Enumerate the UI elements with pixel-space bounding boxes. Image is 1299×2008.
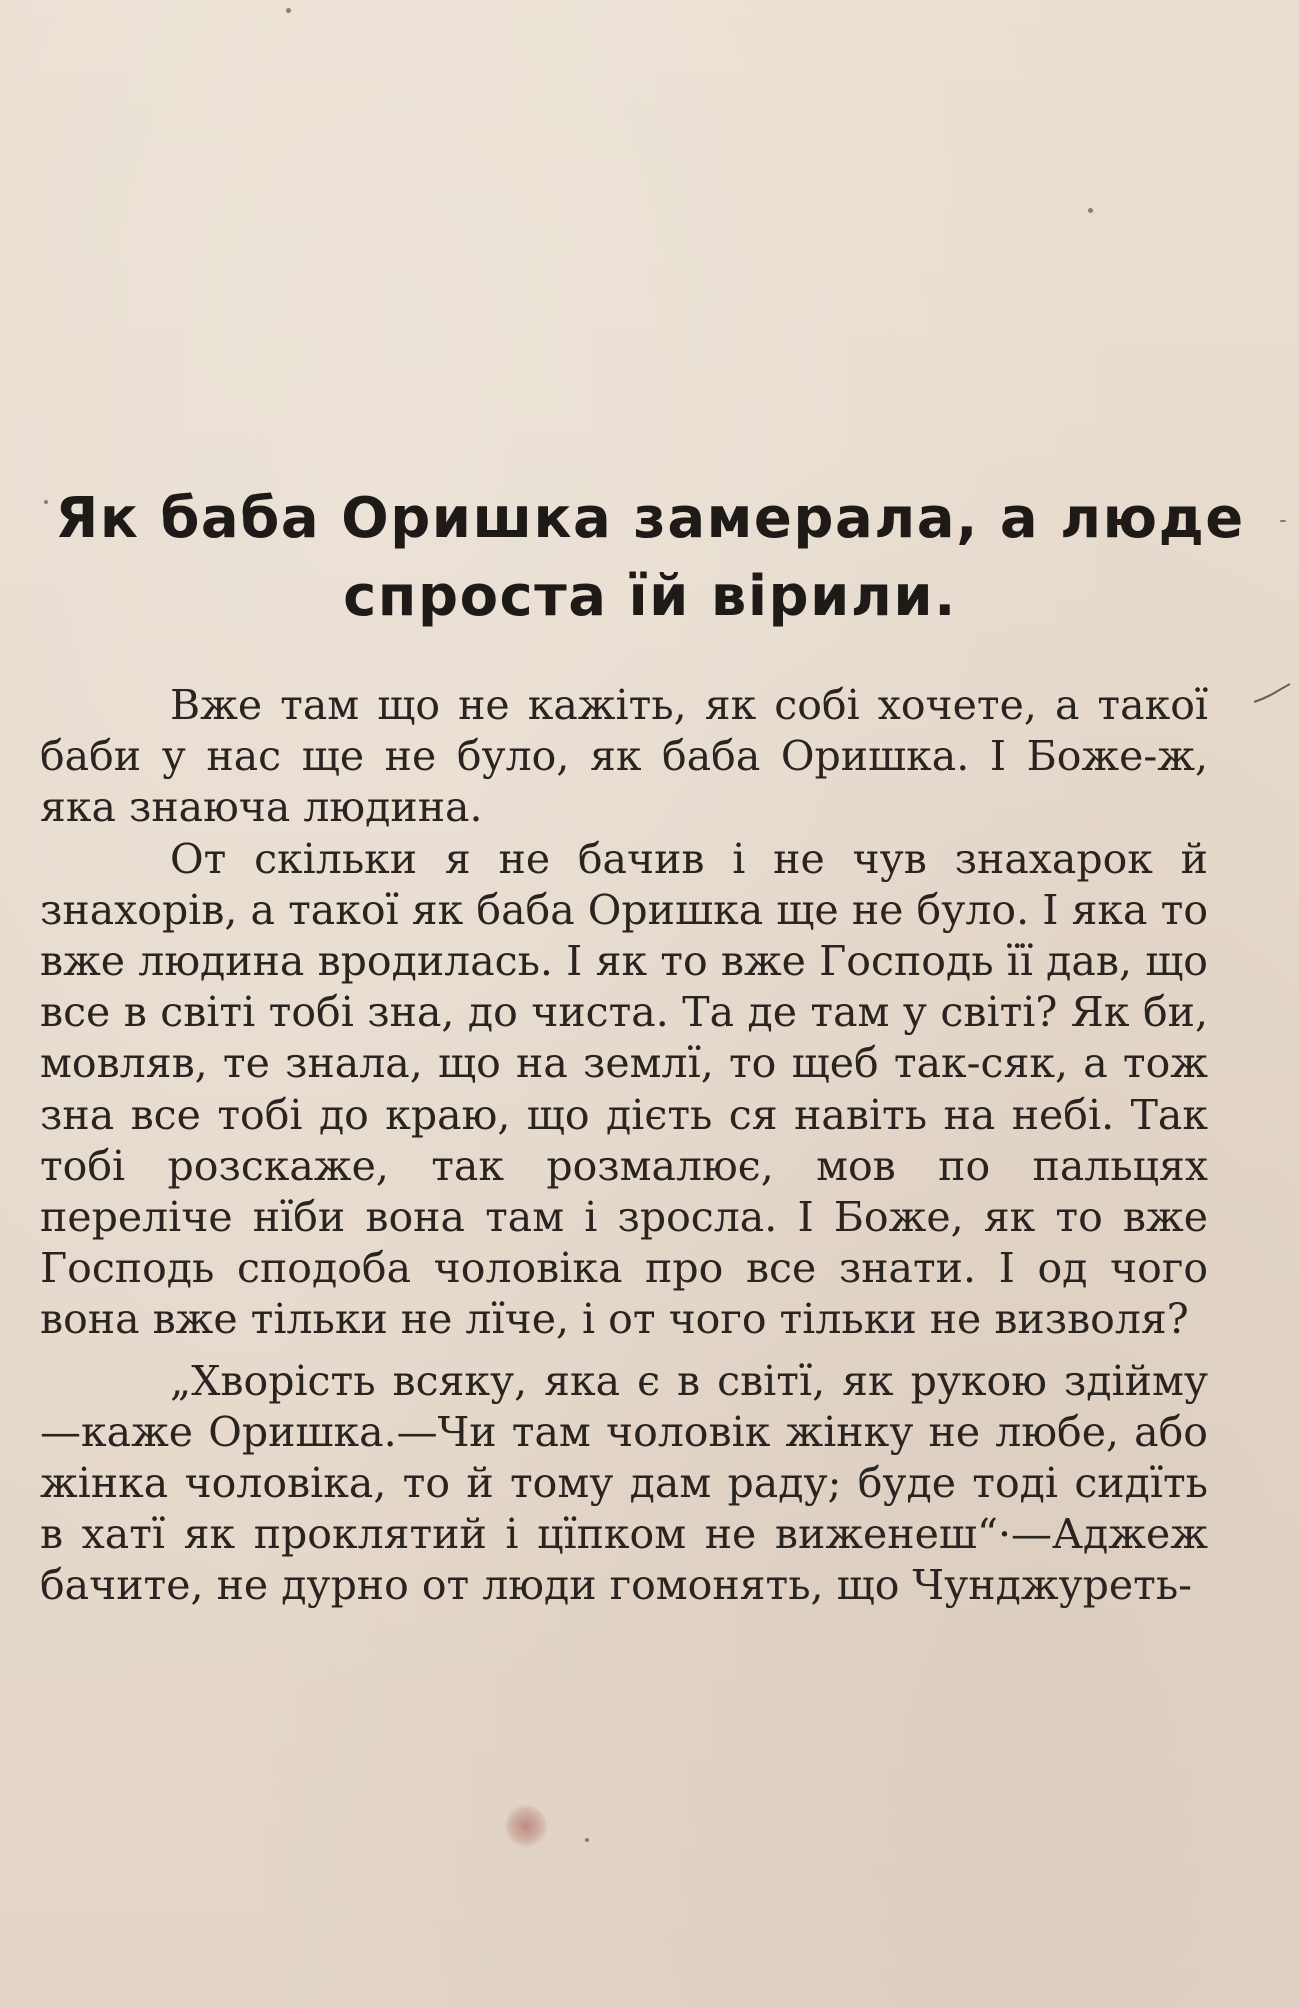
paper-speck	[1088, 208, 1093, 213]
paper-speck	[44, 500, 48, 504]
paper-speck	[1280, 520, 1286, 522]
ink-stain	[505, 1805, 547, 1847]
paragraph-3: „Хворість всяку, яка є в світї, як рукою здійму—каже Оришка.—Чи там чоловік жінку не любе, або жінка чоловіка, то й тому дам раду; буде тоді сидїть в хатї як проклятий і цїпком не виженеш“·—Аджеж бачите, не дурно от люди гомонять, що Чунджуреть-	[40, 1356, 1208, 1610]
paragraph-1: Вже там що не кажіть, як собі хочете, а такої баби у нас ще не було, як баба Оришка. І Боже-ж, яка знаюча людина.	[40, 681, 1208, 832]
chapter-title-line-1: Як баба Оришка замерала, а люде	[55, 486, 1245, 551]
chapter-title-line-2: спроста їй вірили.	[343, 564, 957, 629]
chapter-body	[40, 680, 1208, 1612]
chapter-title	[40, 480, 1260, 636]
paragraph-2: От скільки я не бачив і не чув знахарок й знахорів, а такої як баба Оришка ще не було. І яка то вже людина вродилась. І як то вже Господь її дав, що все в світі тобі зна, до чиста. Та де там у світі? Як би, мовляв, те знала, що на землї, то щеб так-сяк, а тож зна все тобі до краю, що дієть ся навіть на небі. Так тобі розскаже, так розмалює, мов по пальцях переліче нїби вона там і зросла. І Боже, як то вже Господь сподоба чоловіка про все знати. І од чого вона вже тільки не лїче, і от чого тільки не визволя?	[40, 834, 1208, 1344]
paper-speck	[585, 1838, 589, 1842]
margin-pen-mark-icon	[1252, 682, 1292, 706]
paper-speck	[286, 8, 291, 13]
